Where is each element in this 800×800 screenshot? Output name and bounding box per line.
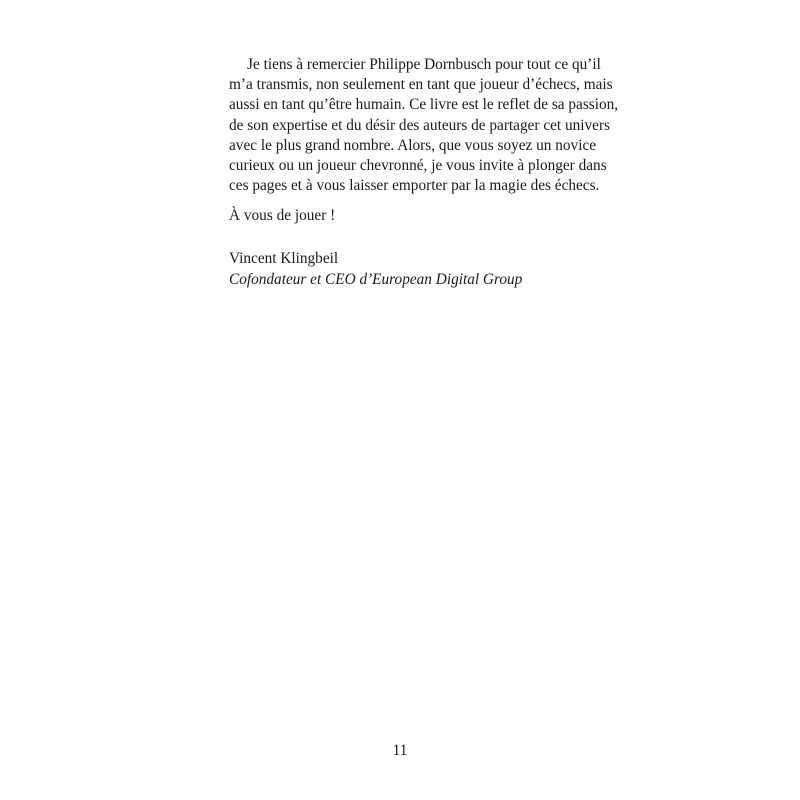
paragraph-line: curieux ou un joueur chevronné, je vous invite à plonger dans bbox=[229, 157, 607, 175]
paragraph-line: ces pages et à vous laisser emporter par la magie des échecs. bbox=[229, 177, 600, 195]
paragraph-line: avec le plus grand nombre. Alors, que vous soyez un novice bbox=[229, 136, 597, 154]
signature-block bbox=[229, 249, 522, 290]
signature-role: Cofondateur et CEO d’European Digital Group bbox=[229, 270, 523, 288]
signature-name: Vincent Klingbeil bbox=[229, 250, 339, 267]
page-number: 11 bbox=[392, 742, 408, 759]
paragraph-line: Je tiens à remercier Philippe Dornbusch pour tout ce qu’il bbox=[247, 56, 601, 73]
body-paragraph bbox=[229, 55, 619, 196]
paragraph bbox=[229, 55, 619, 196]
paragraph-line: de son expertise et du désir des auteurs de partager cet univers bbox=[229, 116, 611, 134]
paragraph-line: m’a transmis, non seulement en tant que joueur d’échecs, mais bbox=[229, 76, 613, 94]
paragraph-line: aussi en tant qu’être humain. Ce livre est le reflet de sa passion, bbox=[229, 96, 619, 114]
closing-line: À vous de jouer ! bbox=[229, 207, 336, 224]
